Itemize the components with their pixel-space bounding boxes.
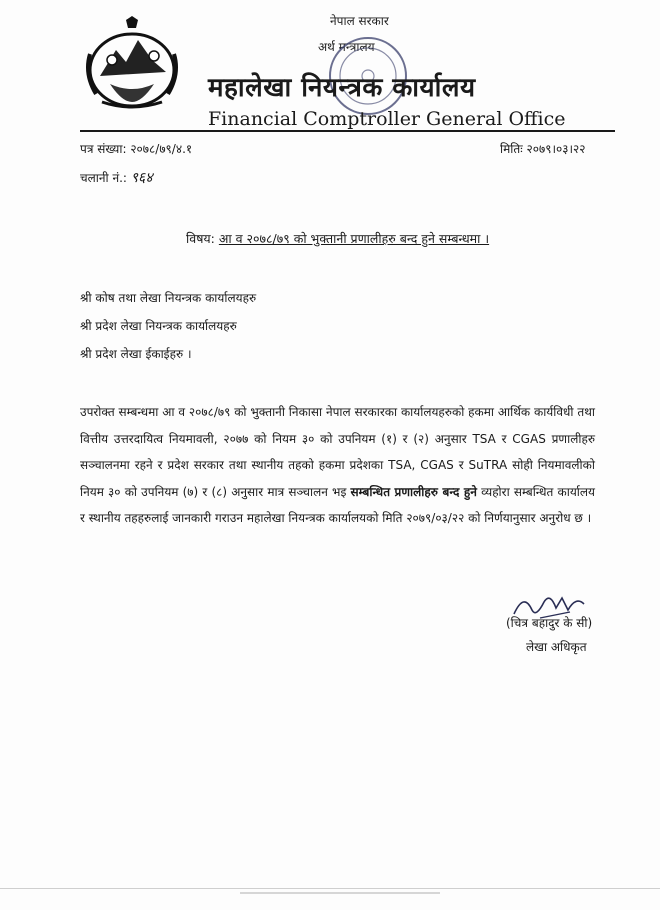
reference-number xyxy=(80,140,192,157)
signatory-name: (चित्र बहादुर के सी) xyxy=(506,616,593,630)
subject-label: विषय: xyxy=(186,231,219,246)
body-part-1: उपरोक्त सम्बन्धमा आ व २०७८/७९ को भुक्तानी निकासा नेपाल सरकारका कार्यालयहरुको हकमा आर्थिक कार्यविधी तथा वित्तीय उत्तरदायित्व नियमावली, २०७७ को नियम ३० को उपनियम (१) र (२) अनुसार TSA र CGAS प्रणालीहरु सञ्चालनमा रहने र प्रदेश सरकार तथा स्थानीय तहको हकमा प्रदेशका TSA, CGAS र SuTRA सोही नियमावलीको नियम ३० को उपनियम (७) र (८) अनुसार मात्र सञ्चालन भइ xyxy=(80,405,595,499)
body-part-2: व्यहोरा सम्बन्धित कार्यालय र स्थानीय तहहरुलाई जानकारी गराउन महालेखा नियन्त्रक कार्यालयको मिति २०७९/०३/२२ को निर्णयानुसार अनुरोध छ । xyxy=(80,484,595,525)
recipient-item: श्री कोष तथा लेखा नियन्त्रक कार्यालयहरु xyxy=(80,291,257,305)
ministry-name: अर्थ मन्त्रालय xyxy=(318,40,375,54)
reference-label: पत्र संख्या: xyxy=(80,142,131,156)
dispatch-label: चलानी नं.: xyxy=(80,171,131,185)
reference-value: २०७८/७९/४.१ xyxy=(130,142,193,156)
office-name-english: Financial Comptroller General Office xyxy=(208,108,566,130)
date-label: मितिः xyxy=(500,142,527,156)
letter-body xyxy=(80,399,595,532)
gov-name: नेपाल सरकार xyxy=(330,14,389,28)
footer-scan-edge xyxy=(0,888,660,910)
office-name-nepali: महालेखा नियन्त्रक कार्यालय xyxy=(208,73,476,103)
dispatch-number xyxy=(80,168,153,187)
recipient-item: श्री प्रदेश लेखा ईकाईहरु । xyxy=(80,347,192,361)
subject-line xyxy=(186,230,489,247)
letterhead-divider xyxy=(80,130,615,132)
recipient-item: श्री प्रदेश लेखा नियन्त्रक कार्यालयहरु xyxy=(80,319,237,333)
dispatch-value: ९६४ xyxy=(130,170,153,186)
nepal-emblem-icon xyxy=(82,14,182,110)
subject-text: आ व २०७८/७९ को भुक्तानी प्रणालीहरु बन्द हुने सम्बन्धमा । xyxy=(218,231,490,246)
signatory-title: लेखा अधिकृत xyxy=(526,640,587,654)
date-value: २०७९।०३।२२ xyxy=(526,142,586,156)
letter-date xyxy=(500,140,586,157)
body-bold-phrase: सम्बन्धित प्रणालीहरु बन्द हुने xyxy=(350,484,477,499)
recipient-list xyxy=(80,290,256,374)
